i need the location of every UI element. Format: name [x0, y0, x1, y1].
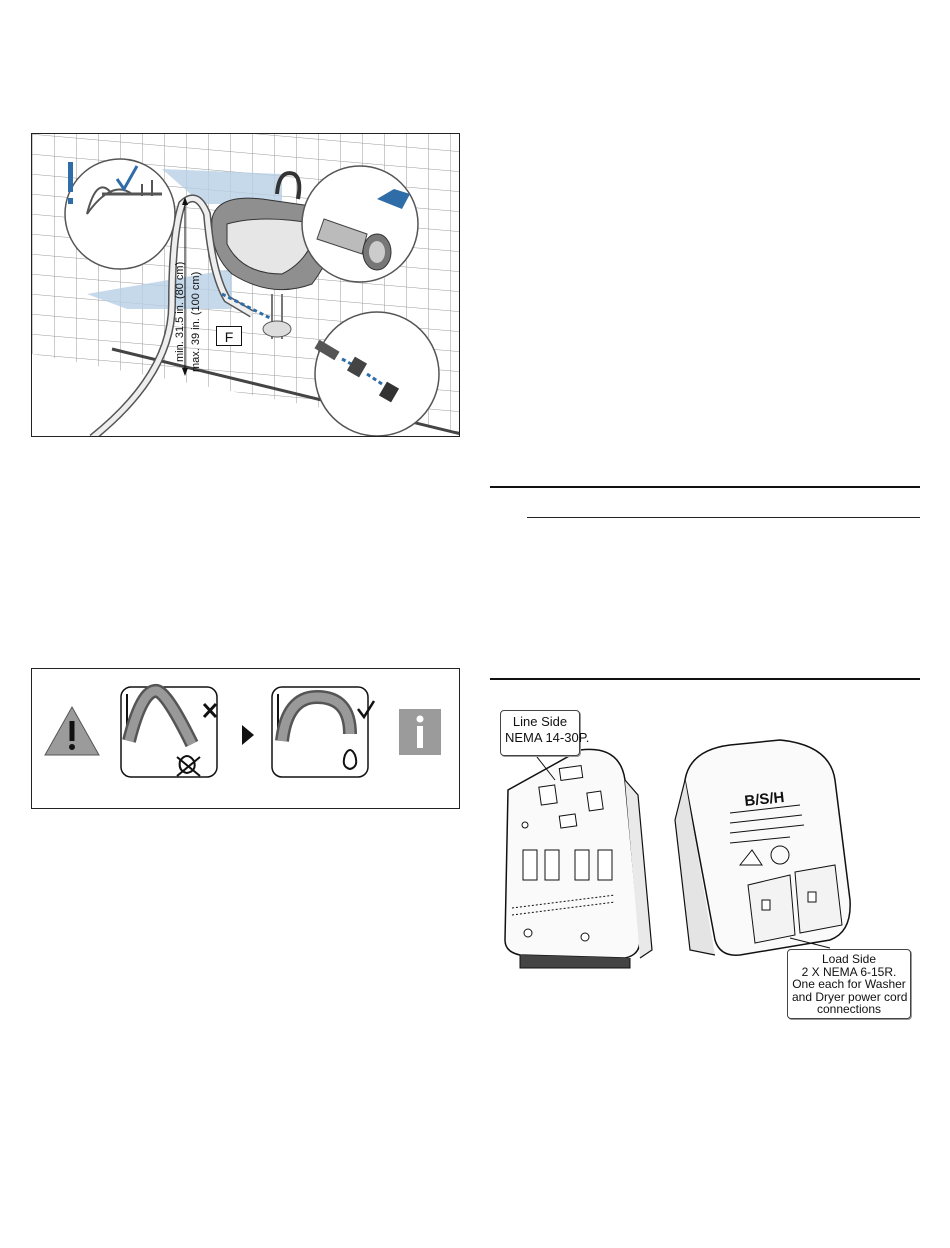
- load-side-title: Load Side: [821, 952, 877, 966]
- label-f: F: [216, 326, 242, 346]
- load-side-note-1: One each for Washer: [792, 977, 906, 991]
- adapter-line-side-view: [505, 749, 652, 968]
- line-side-title: Line Side: [512, 714, 568, 729]
- warning-triangle-icon: [45, 707, 99, 755]
- load-side-note-2: and Dryer power cord: [792, 989, 908, 1004]
- load-side-callout: [787, 949, 911, 1019]
- line-side-spec: NEMA 14-30P.: [505, 730, 590, 745]
- line-side-callout: [500, 710, 590, 756]
- curved-hose-icon: [272, 687, 374, 777]
- section-rule-1: [490, 486, 920, 488]
- kinked-hose-icon: [121, 687, 217, 777]
- sink-drain-figure: [31, 133, 460, 437]
- hose-kink-illustration: [32, 669, 461, 810]
- info-icon: [399, 709, 441, 755]
- hose-kink-warning-figure: [31, 668, 460, 809]
- sink-drain-illustration: [32, 134, 460, 437]
- subsection-rule: [527, 517, 920, 518]
- load-side-note-3: connections: [816, 1002, 882, 1016]
- section-rule-2: [490, 678, 920, 680]
- dimension-min-label: min. 31.5 in. (80 cm): [174, 261, 186, 362]
- dimension-max-label: max. 39 in. (100 cm): [190, 271, 202, 372]
- adapter-brand-label: B/S/H: [743, 788, 786, 810]
- power-adapter-figure: [490, 700, 920, 1030]
- load-side-spec: 2 X NEMA 6-15R.: [801, 964, 897, 979]
- adapter-load-side-view: [675, 740, 850, 955]
- arrow-right-icon: [242, 725, 254, 745]
